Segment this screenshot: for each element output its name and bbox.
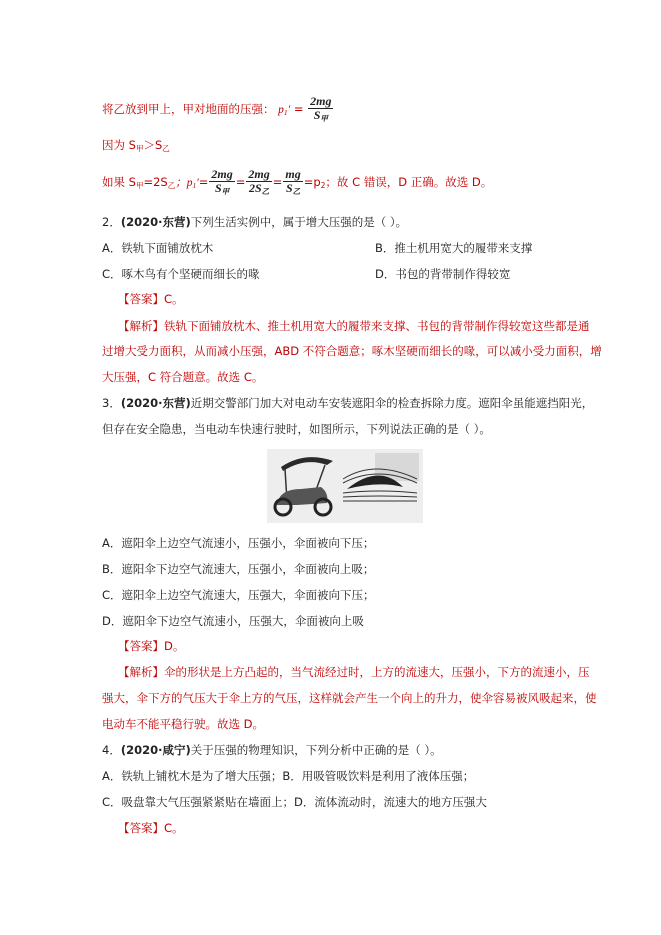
q3-stem-2: 但存在安全隐患，当电动车快速行驶时，如图所示，下列说法正确的是（ ）。 (102, 422, 491, 436)
q3-analysis-1: 【解析】伞的形状是上方凸起的，当气流经过时，上方的流速大，压强小，下方的流速小，压 (118, 665, 590, 679)
equals-sign: = (293, 102, 304, 116)
q4-options-cd: C．吸盘靠大气压强紧紧贴在墙面上；D．流体流动时，流速大的地方压强大 (102, 795, 487, 809)
q2-option-d: D．书包的背带制作得较宽 (375, 267, 511, 281)
q4-stem: 4．(2020·咸宁)关于压强的物理知识，下列分析中正确的是（ ）。 (102, 743, 442, 757)
q3-analysis-3: 电动车不能平稳行驶。故选 D。 (102, 717, 265, 731)
q2-stem: 2．(2020·东营)下列生活实例中，属于增大压强的是（ ）。 (102, 215, 408, 229)
fraction-1: $\frac{2mg}{S_甲}$ (211, 166, 233, 196)
fraction-numerator: 2mg (310, 93, 332, 108)
formula-line-1-text: 将乙放到甲上，甲对地面的压强： (102, 102, 275, 116)
q2-analysis-1: 【解析】铁轨下面铺放枕木、推土机用宽大的履带来支撑、书包的背带制作得较宽这些都是通 (118, 319, 590, 333)
q2-option-b: B．推土机用宽大的履带来支撑 (375, 241, 533, 255)
q4-options-ab: A．铁轨上铺枕木是为了增大压强；B．用吸管吸饮料是利用了液体压强； (102, 769, 475, 783)
q2-option-c: C．啄木鸟有个坚硬而细长的喙 (102, 267, 260, 281)
q3-option-c: C．遮阳伞上边空气流速大，压强大，伞面被向下压； (102, 588, 375, 602)
formula-line-2: 因为 $S_甲>S_乙$ (102, 138, 170, 153)
q2-analysis-2: 过增大受力面积，从而减小压强，ABD 不符合题意；啄木坚硬而细长的喙，可以减小受力面积，增 (102, 344, 602, 358)
formula-line-3: 如果 $S_甲=2S_乙$；$p_1'=$ $\frac{2mg}{S_甲}$ = $\frac{2mg}{2S_乙}$ = $\frac{mg}{S_乙}$ $=p_2$；故 C 错误，D 正确。故选 D。 (102, 166, 493, 196)
formula-line-1 (102, 94, 334, 128)
q3-answer: 【答案】D。 (118, 639, 185, 653)
scooter-umbrella-figure (267, 449, 423, 523)
q3-option-a: A．遮阳伞上边空气流速小，压强小，伞面被向下压； (102, 536, 375, 550)
fraction-2: $\frac{2mg}{2S_乙}$ (248, 166, 270, 196)
fraction-3: $\frac{mg}{S_乙}$ (285, 166, 301, 196)
q4-answer: 【答案】C。 (118, 821, 184, 835)
q2-analysis-3: 大压强，C 符合题意。故选 C。 (102, 370, 264, 384)
fraction-2mg-over-s (308, 95, 333, 125)
q3-analysis-2: 强大，伞下方的气压大于伞上方的气压，这样就会产生一个向上的升力，使伞容易被风吸起来，使 (102, 691, 597, 705)
fraction-denominator: $S_甲$ (308, 108, 333, 125)
q3-stem-1: 3．(2020·东营)近期交警部门加大对电动车安装遮阳伞的检查拆除力度。遮阳伞虽能遮挡阳光， (102, 396, 594, 410)
q3-option-b: B．遮阳伞下边空气流速大，压强小，伞面被向上吸； (102, 562, 375, 576)
q2-answer: 【答案】C。 (118, 292, 184, 306)
q3-option-d: D．遮阳伞下边空气流速小，压强大，伞面被向上吸 (102, 614, 364, 628)
q2-option-a: A．铁轨下面铺放枕木 (102, 241, 214, 255)
pressure-symbol: $p_1'$ (278, 104, 291, 117)
